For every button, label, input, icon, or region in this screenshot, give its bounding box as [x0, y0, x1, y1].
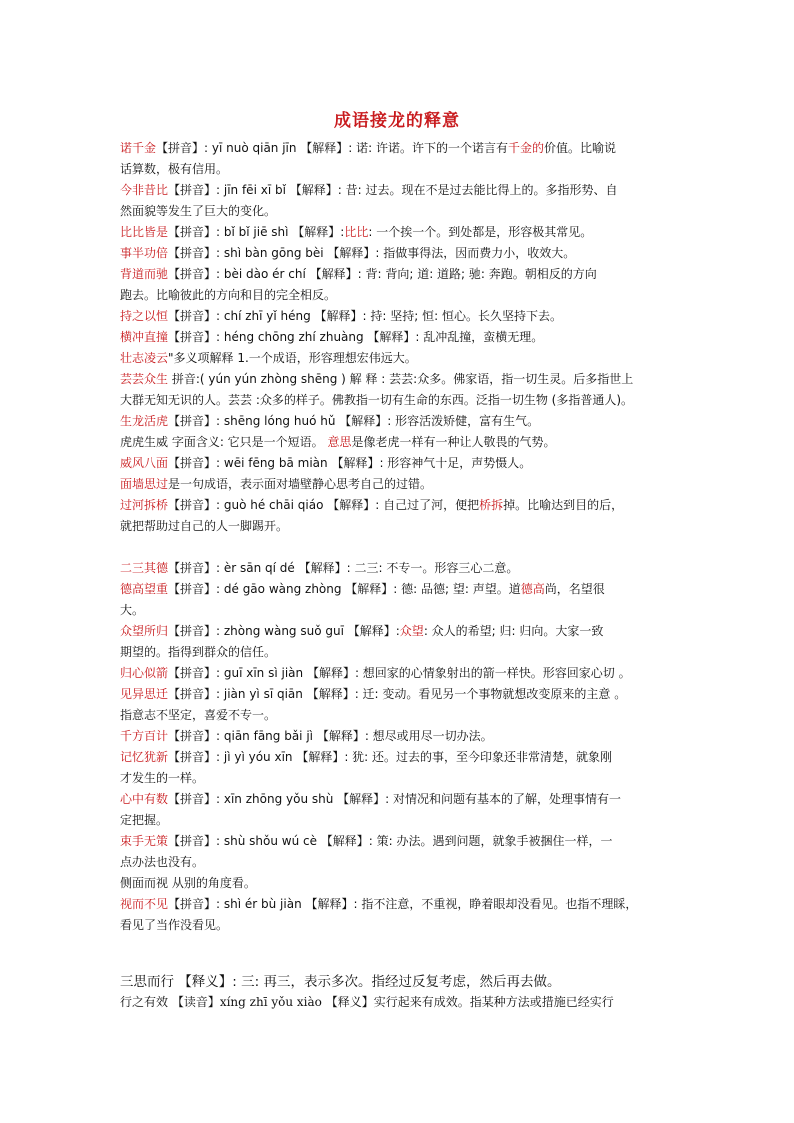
line-text: 尚，名望很: [544, 582, 605, 596]
line-text: : 众人的希望; 归: 归向。大家一致: [423, 624, 604, 638]
text-line: [120, 726, 680, 746]
line-text: 期望的。指得到群众的信任。: [120, 645, 277, 659]
line-text: 就把帮助过自己的人一脚踢开。: [120, 519, 289, 533]
line-text: 点办法也没有。: [120, 855, 205, 869]
line-text: 话算数，极有信用。: [120, 162, 229, 176]
text-line: [120, 495, 680, 515]
idiom-term: 比比皆是: [120, 225, 169, 239]
line-text: 【拼音】: shù shǒu wú cè 【解释】: 策: 办法。遇到问题，就象手被捆住一样，一: [168, 834, 613, 848]
text-line: [120, 789, 680, 809]
line-text: 【拼音】: jì yì yóu xīn 【解释】: 犹: 还。过去的事，至今印象还非常清楚，就象刚: [168, 750, 613, 764]
line-text: 虎虎生威 字面含义: 它只是一个短语。: [120, 435, 328, 449]
line-text: 是像老虎一样有一种让人敬畏的气势。: [351, 435, 556, 449]
text-line: [120, 369, 680, 389]
text-line: [120, 705, 680, 725]
text-line: [120, 600, 680, 620]
idiom-term: 持之以恒: [120, 309, 169, 323]
line-text: 大群无知无识的人。芸芸 :众多的样子。佛教指一切有生命的东西。泛指一切生物 (多指普通人)。: [120, 393, 634, 407]
highlight-word: 桥拆: [479, 498, 504, 512]
text-line: [120, 992, 680, 1012]
text-line: [120, 642, 680, 662]
line-text: 【拼音】: dé gāo wàng zhòng 【解释】: 德: 品德; 望: 声望。道: [168, 582, 521, 596]
idiom-term: 面墙思过: [120, 477, 169, 491]
text-line: [120, 159, 680, 179]
highlight-word: 比比: [344, 225, 369, 239]
text-line: [120, 915, 680, 935]
text-line: [120, 432, 680, 452]
text-line: [120, 453, 680, 473]
line-text: 【拼音】: héng chōng zhí zhuàng 【解释】: 乱冲乱撞，蛮横无理。: [168, 330, 544, 344]
text-line: [120, 768, 680, 788]
idiom-term: 二三其德: [120, 561, 169, 575]
line-text: 侧面而视 从别的角度看。: [120, 876, 256, 890]
idiom-term: 今非昔比: [120, 183, 169, 197]
line-text: 【拼音】: jiàn yì sī qiān 【解释】: 迁: 变动。看见另一个事物就想改变原来的主意 。: [168, 687, 627, 701]
text-line: [120, 327, 680, 347]
line-text: 【拼音】: jīn fēi xī bǐ 【解释】: 昔: 过去。现在不是过去能比得上的。多指形势、自: [168, 183, 618, 197]
line-text: 定把握。: [120, 813, 169, 827]
idiom-term: 芸芸众生: [120, 372, 169, 386]
line-text: 大。: [120, 603, 145, 617]
idiom-term: 德高望重: [120, 582, 169, 596]
line-text: 【拼音】: xīn zhōng yǒu shù 【解释】: 对情况和问题有基本的了解，处理事情有一: [168, 792, 622, 806]
text-line: [120, 411, 680, 431]
highlight-word: 千金的: [508, 141, 545, 155]
line-text: 价值。比喻说: [544, 141, 617, 155]
highlight-word: 意思: [327, 435, 352, 449]
text-line: [120, 264, 680, 284]
idiom-term: 壮志凌云: [120, 351, 169, 365]
idiom-term: 事半功倍: [120, 246, 169, 260]
text-line: [120, 663, 680, 683]
text-line: [120, 180, 680, 200]
line-text: "多义项解释 1.一个成语，形容理想宏伟远大。: [168, 351, 417, 365]
line-text: 【拼音】: shì bàn gōng bèi 【解释】: 指做事得法，因而费力小，收效大。: [168, 246, 576, 260]
line-text: 【拼音】: shēng lóng huó hǔ 【解释】: 形容活泼矫健，富有生气。: [168, 414, 540, 428]
line-text: 拼音:( yún yún zhòng shēng ) 解 释 : 芸芸:众多。佛家语，指一切生灵。后多指世上: [168, 372, 634, 386]
text-line: [120, 852, 680, 872]
text-line: [120, 285, 680, 305]
text-line: [120, 243, 680, 263]
idiom-term: 见异思迁: [120, 687, 169, 701]
text-line: [120, 831, 680, 851]
idiom-term: 过河拆桥: [120, 498, 169, 512]
text-line: [120, 474, 680, 494]
idiom-term: 众望所归: [120, 624, 169, 638]
line-text: 【拼音】: shì ér bù jiàn 【解释】: 指不注意，不重视，睁着眼却没看见。也指不理睬，: [168, 897, 638, 911]
text-line: [120, 621, 680, 641]
text-line: [120, 873, 680, 893]
text-line: [120, 348, 680, 368]
line-text: : 一个挨一个。到处都是，形容极其常见。: [368, 225, 593, 239]
text-line: [120, 390, 680, 410]
text-line: [120, 138, 680, 158]
text-line: [120, 684, 680, 704]
line-text: 【拼音】: wēi fēng bā miàn 【解释】: 形容神气十足，声势慑人。: [168, 456, 532, 470]
line-text: 跑去。比喻彼此的方向和目的完全相反。: [120, 288, 337, 302]
line-text: 【拼音】: qiān fāng bǎi jì 【解释】: 想尽或用尽一切办法。: [168, 729, 493, 743]
idiom-term: 横冲直撞: [120, 330, 169, 344]
text-line: [120, 516, 680, 536]
idiom-term: 诺千金: [120, 141, 157, 155]
line-text: 【拼音】: chí zhī yǐ héng 【解释】: 持: 坚持; 恒: 恒心。长久坚持下去。: [168, 309, 562, 323]
text-line: [120, 222, 680, 242]
line-text: 【拼音】: bèi dào ér chí 【解释】: 背: 背向; 道: 道路; 驰: 奔跑。朝相反的方向: [168, 267, 597, 281]
line-text: 【拼音】: bǐ bǐ jiē shì 【解释】:: [168, 225, 345, 239]
text-line: [120, 306, 680, 326]
idiom-term: 背道而驰: [120, 267, 169, 281]
line-text: 三思而行 【释义】: 三: 再三，表示多次。指经过反复考虑，然后再去做。: [120, 974, 561, 990]
idiom-term: 千方百计: [120, 729, 169, 743]
text-line: [120, 579, 680, 599]
text-line: [120, 558, 680, 578]
line-text: 是一句成语，表示面对墙壁静心思考自己的过错。: [168, 477, 433, 491]
line-text: 【拼音】: yī nuò qiān jīn 【解释】: 诺: 许诺。许下的一个诺言有: [156, 141, 509, 155]
text-line: [120, 972, 680, 992]
idiom-term: 视而不见: [120, 897, 169, 911]
line-text: 看见了当作没看见。: [120, 918, 229, 932]
highlight-word: 众望: [399, 624, 424, 638]
text-line: [120, 810, 680, 830]
line-text: 【拼音】: guò hé chāi qiáo 【解释】: 自己过了河，便把: [168, 498, 480, 512]
page-title: 成语接龙的释意: [334, 111, 460, 131]
line-text: 【拼音】: zhòng wàng suǒ guī 【解释】:: [168, 624, 400, 638]
idiom-term: 记忆犹新: [120, 750, 169, 764]
text-line: [120, 894, 680, 914]
idiom-term: 威风八面: [120, 456, 169, 470]
line-text: 才发生的一样。: [120, 771, 205, 785]
text-line: [120, 747, 680, 767]
line-text: 然面貌等发生了巨大的变化。: [120, 204, 277, 218]
idiom-term: 生龙活虎: [120, 414, 169, 428]
line-text: 掉。比喻达到目的后，: [503, 498, 624, 512]
idiom-term: 归心似箭: [120, 666, 169, 680]
line-text: 【拼音】: guī xīn sì jiàn 【解释】: 想回家的心情象射出的箭一样快。形容回家心切 。: [168, 666, 631, 680]
highlight-word: 德高: [520, 582, 545, 596]
line-text: 【拼音】: èr sān qí dé 【解释】: 二三: 不专一。形容三心二意。: [168, 561, 519, 575]
line-text: 指意志不坚定，喜爱不专一。: [120, 708, 277, 722]
idiom-term: 心中有数: [120, 792, 169, 806]
line-text: 行之有效 【读音】xíng zhī yǒu xiào 【释义】实行起来有成效。指某种方法或措施已经实行: [120, 995, 614, 1009]
idiom-term: 束手无策: [120, 834, 169, 848]
text-line: [120, 201, 680, 221]
